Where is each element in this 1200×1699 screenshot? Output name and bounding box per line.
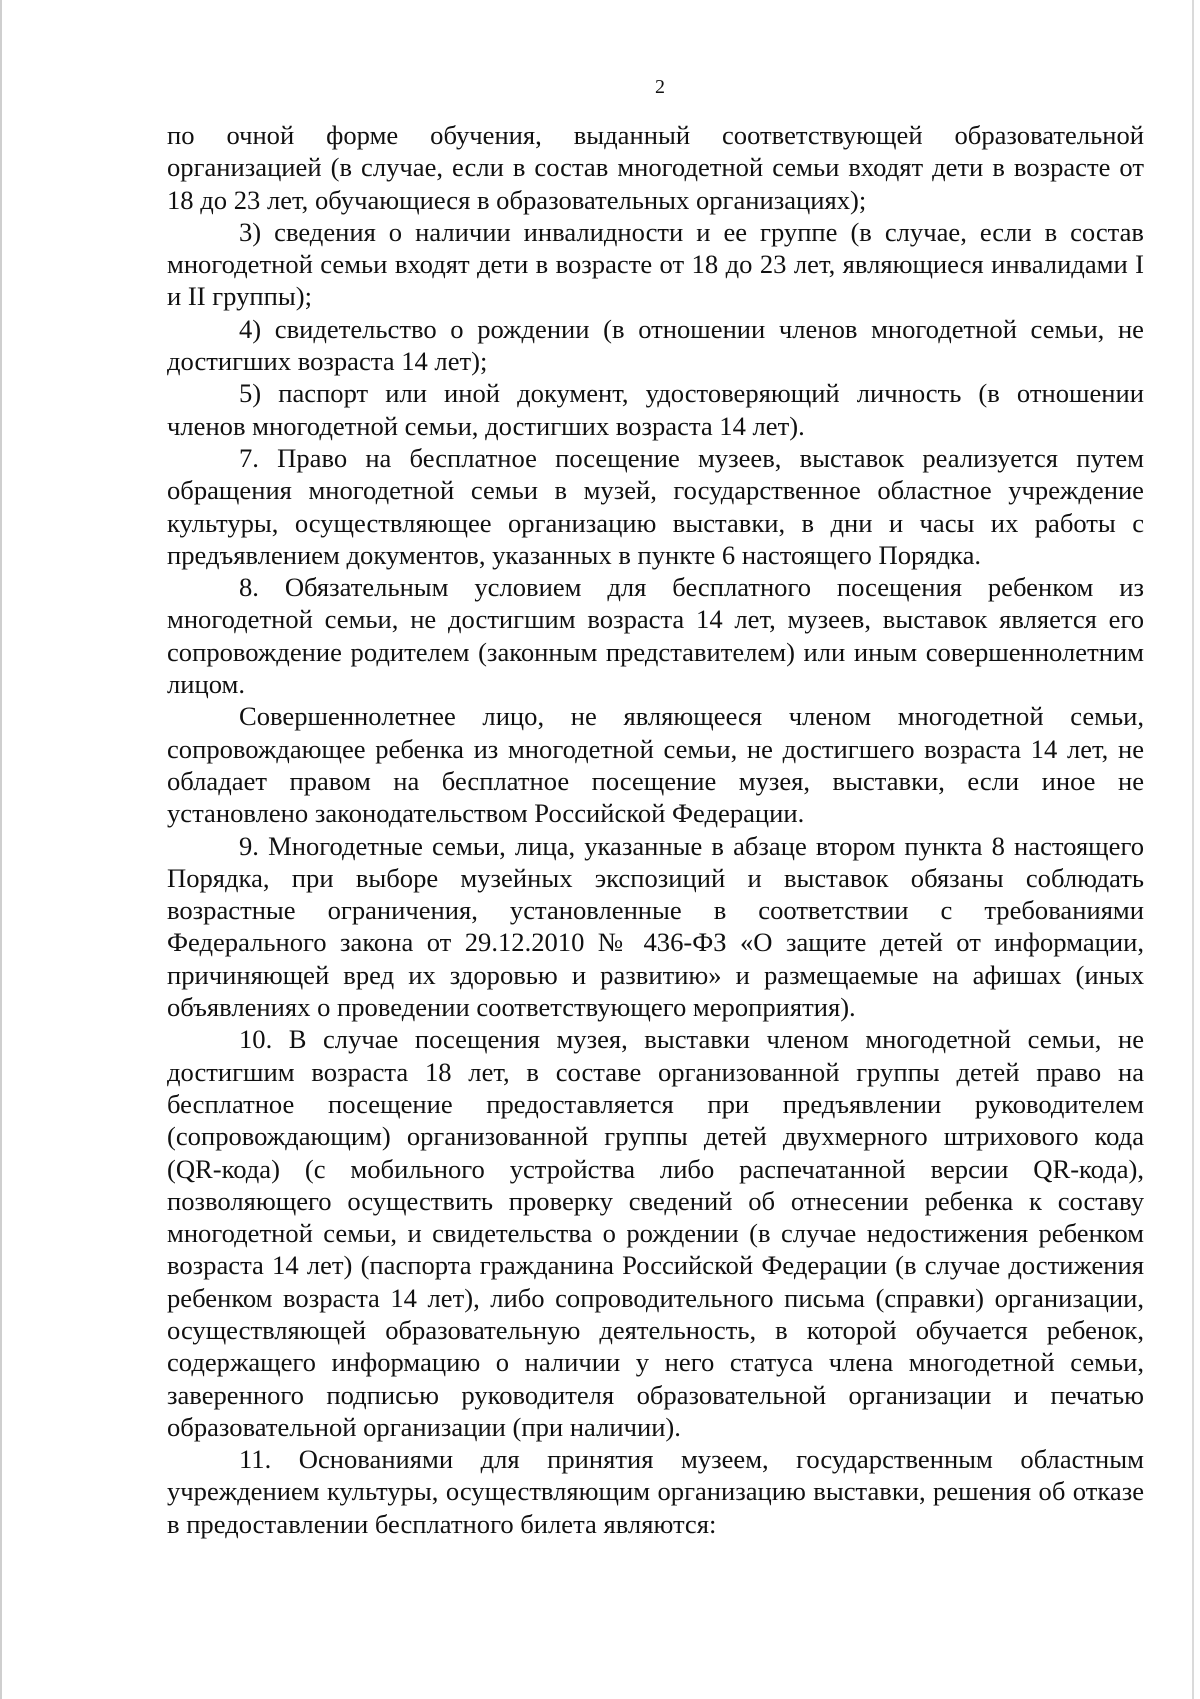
paragraph-clause-11: 11. Основаниями для принятия музеем, государственным областным учреждением культуры, осуществляющим организацию выставки, решения об отказе в предоставлении бесплатного билета являются: — [167, 1444, 1144, 1539]
scan-edge-left — [0, 0, 2, 1699]
paragraph-item-5: 5) паспорт или иной документ, удостоверяющий личность (в отношении членов многодетной семьи, достигших возраста 14 лет). — [167, 378, 1144, 441]
page-number: 2 — [655, 76, 665, 98]
scan-edge-right — [1192, 0, 1194, 1699]
paragraph-item-4: 4) свидетельство о рождении (в отношении членов многодетной семьи, не достигших возраста 14 лет); — [167, 313, 1144, 377]
paragraph-continuation: по очной форме обучения, выданный соответствующей образовательной организацией (в случае, если в состав многодетной семьи входят дети в возрасте от 18 до 23 лет, обучающиеся в образовательных организациях); — [167, 120, 1144, 215]
paragraph-clause-10: 10. В случае посещения музея, выставки членом многодетной семьи, не достигшим возраста 18 лет, в составе организованной группы детей право на бесплатное посещение предоставляется при предъявлении руководителем (сопровождающим) организованной группы детей двухмерного штрихового кода (QR-кода) (с мобильного устройства либо распечатанной версии QR-кода), позволяющего осуществить проверку сведений об отнесении ребенка к составу многодетной семьи, и свидетельства о рождении (в случае недостижения ребенком возраста 14 лет) (паспорта гражданина Российской Федерации (в случае достижения ребенком возраста 14 лет), либо сопроводительного письма (справки) организации, осуществляющей образовательную деятельность, в которой обучается ребенок, содержащего информацию о наличии у него статуса члена многодетной семьи, заверенного подписью руководителя образовательной организации и печатью образовательной организации (при наличии). — [167, 1024, 1144, 1442]
document-body — [167, 119, 1144, 1540]
paragraph-clause-8-second: Совершеннолетнее лицо, не являющееся членом многодетной семьи, сопровождающее ребенка из многодетной семьи, не достигшего возраста 14 лет, не обладает правом на бесплатное посещение музея, выставки, если иное не установлено законодательством Российской Федерации. — [167, 701, 1144, 829]
paragraph-item-3: 3) сведения о наличии инвалидности и ее группе (в случае, если в состав многодетной семьи входят дети в возрасте от 18 до 23 лет, являющиеся инвалидами I и II группы); — [167, 216, 1144, 312]
paragraph-clause-7: 7. Право на бесплатное посещение музеев, выставок реализуется путем обращения многодетной семьи в музей, государственное областное учреждение культуры, осуществляющее организацию выставки, в дни и часы их работы с предъявлением документов, указанных в пункте 6 настоящего Порядка. — [167, 442, 1144, 570]
paragraph-clause-9: 9. Многодетные семьи, лица, указанные в абзаце втором пункта 8 настоящего Порядка, при выборе музейных экспозиций и выставок обязаны соблюдать возрастные ограничения, установленные в соответствии с требованиями Федерального закона от 29.12.2010 № 436-ФЗ «О защите детей от информации, причиняющей вред их здоровью и развитию» и размещаемые на афишах (иных объявлениях о проведении соответствующего мероприятия). — [167, 830, 1144, 1023]
paragraph-clause-8: 8. Обязательным условием для бесплатного посещения ребенком из многодетной семьи, не достигшим возраста 14 лет, музеев, выставок является его сопровождение родителем (законным представителем) или иным совершеннолетним лицом. — [167, 572, 1144, 700]
